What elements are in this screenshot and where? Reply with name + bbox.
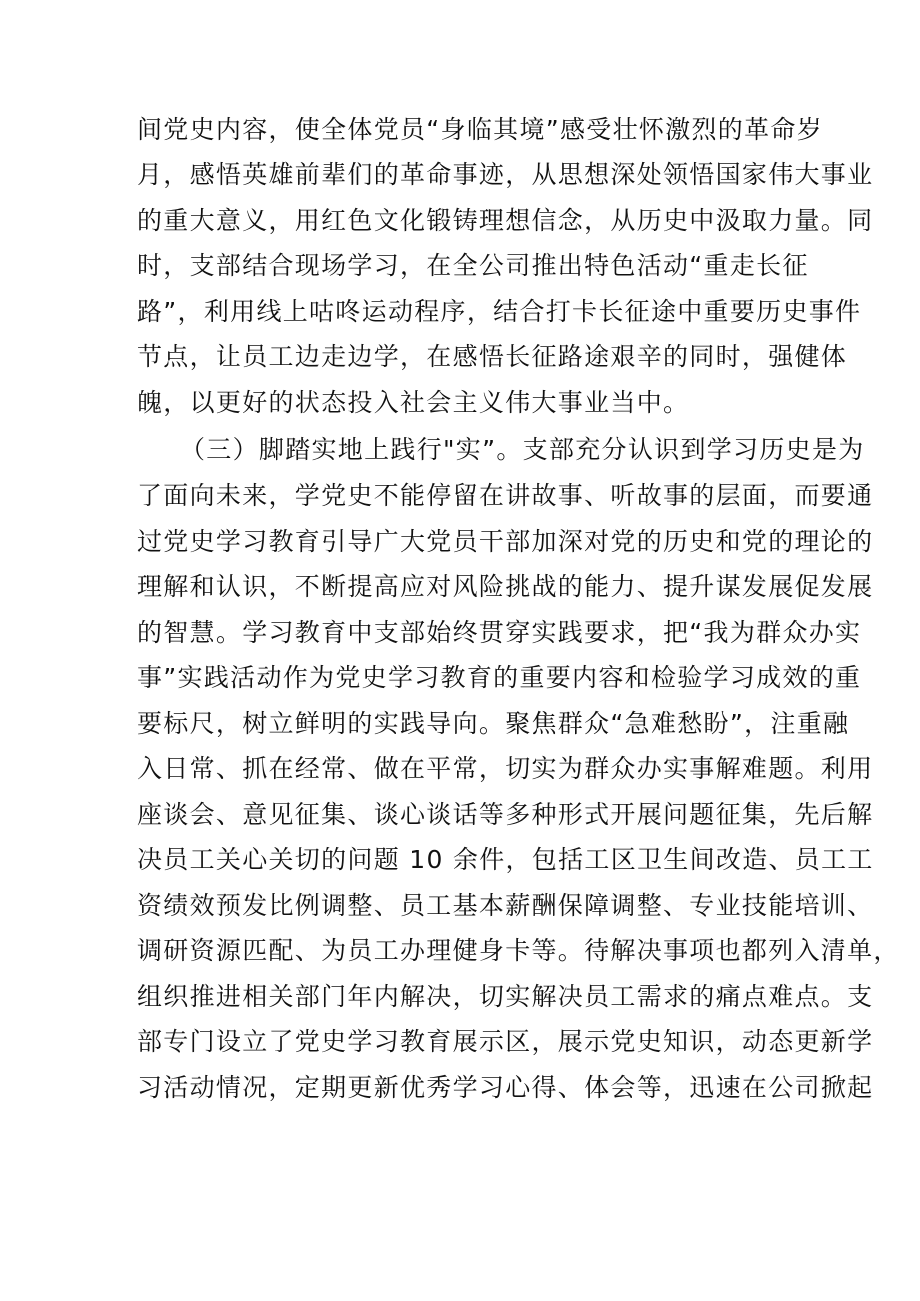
paragraph-2-line-5: 的智慧。学习教育中支部始终贯穿实践要求，把“我为群众办实 — [137, 618, 862, 647]
paragraph-2-line-2: 了面向未来，学党史不能停留在讲故事、听故事的层面，而要通 — [137, 481, 874, 510]
paragraph-2-line-11: 资绩效预发比例调整、员工基本薪酬保障调整、专业技能培训、 — [137, 891, 874, 920]
paragraph-2-line-14: 部专门设立了党史学习教育展示区，展示党史知识，动态更新学 — [137, 1027, 874, 1056]
paragraph-1-line-7: 魄，以更好的状态投入社会主义伟大事业当中。 — [137, 388, 690, 417]
paragraph-2-line-1: （三）脚踏实地上践行"实”。支部充分认识到学习历史是为 — [180, 435, 865, 464]
paragraph-2-line-9: 座谈会、意见征集、谈心谈话等多种形式开展问题征集，先后解 — [137, 800, 874, 829]
paragraph-2-line-8: 入日常、抓在经常、做在平常，切实为群众办实事解难题。利用 — [137, 754, 874, 783]
paragraph-2-line-3: 过党史学习教育引导广大党员干部加深对党的历史和党的理论的 — [137, 527, 874, 556]
paragraph-2-line-13: 组织推进相关部门年内解决，切实解决员工需求的痛点难点。支 — [137, 982, 874, 1011]
paragraph-2-line-6: 事”实践活动作为党史学习教育的重要内容和检验学习成效的重 — [137, 663, 862, 692]
paragraph-2-line-10: 决员工关心关切的问题 10 余件，包括工区卫生间改造、员工工 — [137, 845, 874, 874]
paragraph-2-line-4: 理解和认识，不断提高应对风险挑战的能力、提升谋发展促发展 — [137, 572, 874, 601]
paragraph-1-line-1: 间党史内容，使全体党员“身临其境”感受壮怀激烈的革命岁 — [137, 115, 824, 144]
paragraph-1-line-4: 时，支部结合现场学习，在全公司推出特色活动“重走长征 — [137, 251, 809, 280]
paragraph-1-line-5: 路”，利用线上咕咚运动程序，结合打卡长征途中重要历史事件 — [137, 297, 862, 326]
paragraph-2-line-15: 习活动情况，定期更新优秀学习心得、体会等，迅速在公司掀起 — [137, 1073, 874, 1102]
paragraph-2-line-7: 要标尺，树立鲜明的实践导向。聚焦群众“急难愁盼”，注重融 — [137, 709, 850, 738]
paragraph-1-line-3: 的重大意义，用红色文化锻铸理想信念，从历史中汲取力量。同 — [137, 206, 874, 235]
paragraph-2-line-12: 调研资源匹配、为员工办理健身卡等。待解决事项也都列入清单， — [137, 936, 900, 965]
paragraph-1-line-2: 月，感悟英雄前辈们的革命事迹，从思想深处领悟国家伟大事业 — [137, 160, 874, 189]
paragraph-1-line-6: 节点，让员工边走边学，在感悟长征路途艰辛的同时，强健体 — [137, 342, 848, 371]
